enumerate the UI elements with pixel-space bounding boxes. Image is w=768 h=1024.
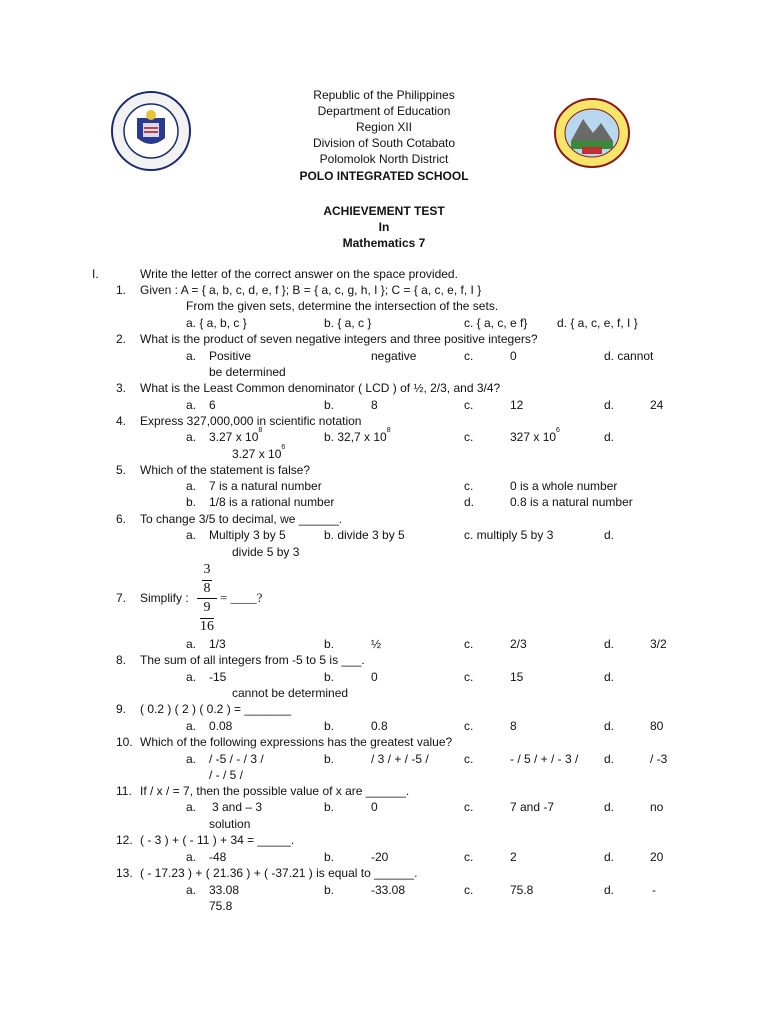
q11-text: If / x / = 7, then the possible value of x are ______. (140, 784, 410, 798)
q8-choice-b: 0 (371, 670, 378, 684)
q7-denominator-top: 8 (203, 581, 211, 596)
test-title: ACHIEVEMENT TEST (323, 204, 445, 218)
q6-choice-c: c. multiply 5 by 3 (464, 528, 554, 542)
q7-fraction-bar-main (197, 598, 217, 599)
q1-choice-a: a. { a, b, c } (186, 316, 247, 330)
q7-label-a: a. (186, 637, 197, 651)
q10-choice-d: / -3 (650, 752, 668, 766)
q10-label-d: d. (604, 752, 615, 766)
q2-choice-c: 0 (510, 349, 517, 363)
q8-choice-c: 15 (510, 670, 524, 684)
q11-label-b: b. (324, 800, 335, 814)
q12-number: 12. (116, 833, 133, 847)
q3-label-b: b. (324, 398, 335, 412)
q8-label-d: d. (604, 670, 615, 684)
q7-choice-a: 1/3 (209, 637, 226, 651)
q2-label-c: c. (464, 349, 474, 363)
q11-choice-c: 7 and -7 (510, 800, 555, 814)
q2-choice-d-cont: be determined (209, 365, 286, 379)
q4-choice-d: 3.27 x $10^6$ (232, 444, 286, 461)
q5-label-b: b. (186, 495, 197, 509)
q13-label-b: b. (324, 883, 335, 897)
q3-choice-b: 8 (371, 398, 378, 412)
q8-text: The sum of all integers from -5 to 5 is ___. (140, 653, 365, 667)
q13-text: ( - 17.23 ) + ( 21.36 ) + ( -37.21 ) is equal to ______. (140, 866, 418, 880)
q1-number: 1. (116, 283, 127, 297)
q13-choice-b: -33.08 (371, 883, 406, 897)
q9-number: 9. (116, 702, 127, 716)
q12-choice-a: -48 (209, 850, 227, 864)
q7-choice-b: ½ (371, 637, 382, 651)
q12-label-d: d. (604, 850, 615, 864)
q5-choice-d: 0.8 is a natural number (510, 495, 633, 509)
q11-choice-a: 3 and – 3 (212, 800, 263, 814)
q5-label-c: c. (464, 479, 474, 493)
school-name: POLO INTEGRATED SCHOOL (299, 169, 469, 183)
q12-label-c: c. (464, 850, 474, 864)
q4-number: 4. (116, 414, 127, 428)
q12-label-b: b. (324, 850, 335, 864)
header-line-1: Republic of the Philippines (313, 88, 455, 102)
q2-choice-b: negative (371, 349, 417, 363)
q9-label-d: d. (604, 719, 615, 733)
q3-number: 3. (116, 381, 127, 395)
q13-label-a: a. (186, 883, 197, 897)
q11-choice-d-cont: solution (209, 817, 251, 831)
q9-label-a: a. (186, 719, 197, 733)
q13-choice-a: 33.08 (209, 883, 240, 897)
q6-label-a: a. (186, 528, 197, 542)
q1-choice-c: c. { a, c, e f} (464, 316, 528, 330)
q8-choice-d: cannot be determined (232, 686, 349, 700)
q3-label-a: a. (186, 398, 197, 412)
q4-choice-b: b. 32,7 x $10^8$ (324, 427, 391, 444)
section-number: I. (92, 267, 99, 281)
q7-numerator-top: 3 (203, 562, 211, 577)
q7-label-d: d. (604, 637, 615, 651)
q6-choice-a: Multiply 3 by 5 (209, 528, 286, 542)
q10-text: Which of the following expressions has the greatest value? (140, 735, 453, 749)
q1-choice-b: b. { a, c } (324, 316, 372, 330)
q12-text: ( - 3 ) + ( - 11 ) + 34 = _____. (140, 833, 295, 847)
q13-number: 13. (116, 866, 133, 880)
q3-choice-d: 24 (650, 398, 664, 412)
q3-label-c: c. (464, 398, 474, 412)
q11-label-d: d. (604, 800, 615, 814)
q11-label-c: c. (464, 800, 474, 814)
q5-choice-b: 1/8 is a rational number (209, 495, 335, 509)
q7-label-c: c. (464, 637, 474, 651)
q4-label-c: c. (464, 430, 474, 444)
q6-choice-d: divide 5 by 3 (232, 545, 300, 559)
q5-text: Which of the statement is false? (140, 463, 311, 477)
q5-number: 5. (116, 463, 127, 477)
q10-choice-b: / 3 / + / -5 / (371, 752, 429, 766)
q3-choice-a: 6 (209, 398, 216, 412)
q4-choice-c: 327 x $10^6$ (510, 427, 560, 444)
q5-choice-c: 0 is a whole number (510, 479, 618, 493)
q2-number: 2. (116, 332, 127, 346)
q13-choice-d-cont: 75.8 (209, 899, 233, 913)
q8-number: 8. (116, 653, 127, 667)
q6-text: To change 3/5 to decimal, we ______. (140, 512, 343, 526)
q11-number: 11. (116, 784, 132, 798)
header-line-4: Division of South Cotabato (312, 136, 456, 150)
q10-choice-a: / -5 / - / 3 / (209, 752, 264, 766)
q11-choice-b: 0 (371, 800, 378, 814)
q9-choice-d: 80 (650, 719, 664, 733)
q12-choice-c: 2 (510, 850, 517, 864)
q9-choice-b: 0.8 (371, 719, 388, 733)
q7-text: Simplify : (140, 591, 189, 605)
q8-label-b: b. (324, 670, 335, 684)
q5-label-a: a. (186, 479, 197, 493)
q10-number: 10. (116, 735, 133, 749)
header-line-5: Polomolok North District (319, 152, 449, 166)
q9-label-c: c. (464, 719, 474, 733)
q11-choice-d: no (650, 800, 664, 814)
header-line-3: Region XII (355, 120, 413, 134)
q6-number: 6. (116, 512, 127, 526)
q13-label-d: d. (604, 883, 615, 897)
q7-numerator-bottom: 9 (203, 600, 211, 615)
q12-choice-b: -20 (371, 850, 389, 864)
q7-label-b: b. (324, 637, 335, 651)
q9-choice-a: 0.08 (209, 719, 233, 733)
q2-text: What is the product of seven negative integers and three positive integers? (140, 332, 538, 346)
q3-choice-c: 12 (510, 398, 524, 412)
q7-number: 7. (116, 591, 127, 605)
q8-label-c: c. (464, 670, 474, 684)
q7-denominator-bottom: 16 (200, 619, 214, 634)
q10-label-c: c. (464, 752, 474, 766)
q5-label-d: d. (464, 495, 475, 509)
q6-label-d: d. (604, 528, 615, 542)
q1-text-2: From the given sets, determine the intersection of the sets. (186, 299, 499, 313)
section-instruction: Write the letter of the correct answer on the space provided. (140, 267, 458, 281)
q8-label-a: a. (186, 670, 197, 684)
q6-choice-b: b. divide 3 by 5 (324, 528, 405, 542)
q4-label-a: a. (186, 430, 197, 444)
q3-text: What is the Least Common denominator ( LCD ) of ½, 2/3, and 3/4? (140, 381, 501, 395)
q9-choice-c: 8 (510, 719, 517, 733)
q7-choice-c: 2/3 (510, 637, 527, 651)
q8-choice-a: -15 (209, 670, 227, 684)
q10-label-b: b. (324, 752, 335, 766)
q10-choice-d-cont: / - / 5 / (209, 768, 244, 782)
q4-label-d: d. (604, 430, 615, 444)
q10-choice-c: - / 5 / + / - 3 / (510, 752, 579, 766)
test-title-in: In (378, 220, 390, 234)
q4-text: Express 327,000,000 in scientific notation (140, 414, 362, 428)
q2-choice-d: d. cannot (604, 349, 654, 363)
q5-choice-a: 7 is a natural number (209, 479, 322, 493)
q10-label-a: a. (186, 752, 197, 766)
q2-choice-a: Positive (209, 349, 252, 363)
q13-choice-c: 75.8 (510, 883, 534, 897)
q9-label-b: b. (324, 719, 335, 733)
header-line-2: Department of Education (317, 104, 451, 118)
q4-choice-a: 3.27 x $10^8$ (209, 427, 263, 444)
q13-choice-d: - (652, 883, 656, 897)
q9-text: ( 0.2 ) ( 2 ) ( 0.2 ) = _______ (140, 702, 292, 716)
q2-label-a: a. (186, 349, 197, 363)
q11-label-a: a. (186, 800, 197, 814)
q12-choice-d: 20 (650, 850, 664, 864)
q7-equals-blank: = ____? (220, 590, 263, 605)
test-subject: Mathematics 7 (342, 236, 426, 250)
q12-label-a: a. (186, 850, 197, 864)
q1-text: Given : A = { a, b, c, d, e, f }; B = { a, c, g, h, I }; C = { a, c, e, f, I } (140, 283, 482, 297)
q3-label-d: d. (604, 398, 615, 412)
q1-choice-d: d. { a, c, e, f, I } (557, 316, 638, 330)
q7-choice-d: 3/2 (650, 637, 667, 651)
q13-label-c: c. (464, 883, 474, 897)
